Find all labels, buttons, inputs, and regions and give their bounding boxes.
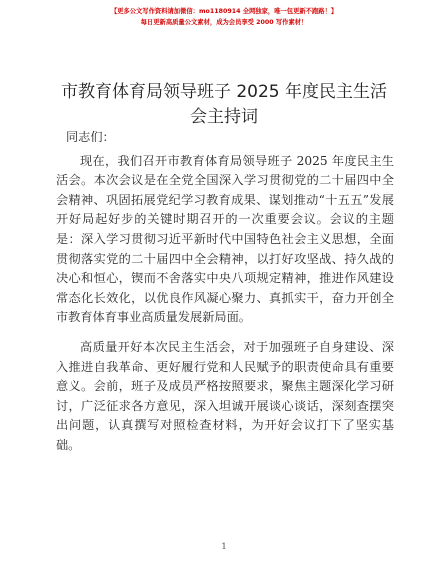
- promo-banner-line-2: 每日更新高质量公文素材，成为会员享受 2000 写作素材！: [140, 19, 308, 26]
- document-title: 市教育体育局领导班子 2025 年度民主生活会主持词: [60, 82, 388, 127]
- paragraph-1: 现在，我们召开市教育体育局领导班子 2025 年度民主生活会。本次会议是在全党全国深入学习贯彻党的二十届四中全会精神、巩固拓展党纪学习教育成果、谋划推动“十五五”发展开好局起好步的关键时期召开的一次重要会议。会议的主题是：深入学习贯彻习近平新时代中国特色社会主义思想，全面贯彻落实党的二十届四中全会精神，以打好攻坚战、持久战的决心和恒心，锲而不舍落实中央八项规定精神，推进作风建设常态化长效化，以优良作风凝心聚力、真抓实干，奋力开创全市教育体育事业高质量发展新局面。: [56, 153, 394, 325]
- promo-banner: [0, 6, 448, 28]
- document-body: [56, 128, 394, 466]
- salutation: 同志们：: [66, 130, 115, 144]
- paragraph-2: 高质量开好本次民主生活会，对于加强班子自身建设、深入推进自我革命、更好履行党和人民赋予的职责使命具有重要意义。会前，班子及成员严格按照要求，聚焦主题深化学习研讨，广泛征求各方意见，深入坦诚开展谈心谈话，深刻查摆突出问题，认真撰写对照检查材料，为开好会议打下了坚实基础。: [56, 339, 394, 452]
- promo-banner-line-1: 【更多公文写作资料请加微信：mo1180914 全网独家，唯一包更新不跑路！】: [110, 8, 338, 15]
- page-number: 1: [221, 542, 227, 551]
